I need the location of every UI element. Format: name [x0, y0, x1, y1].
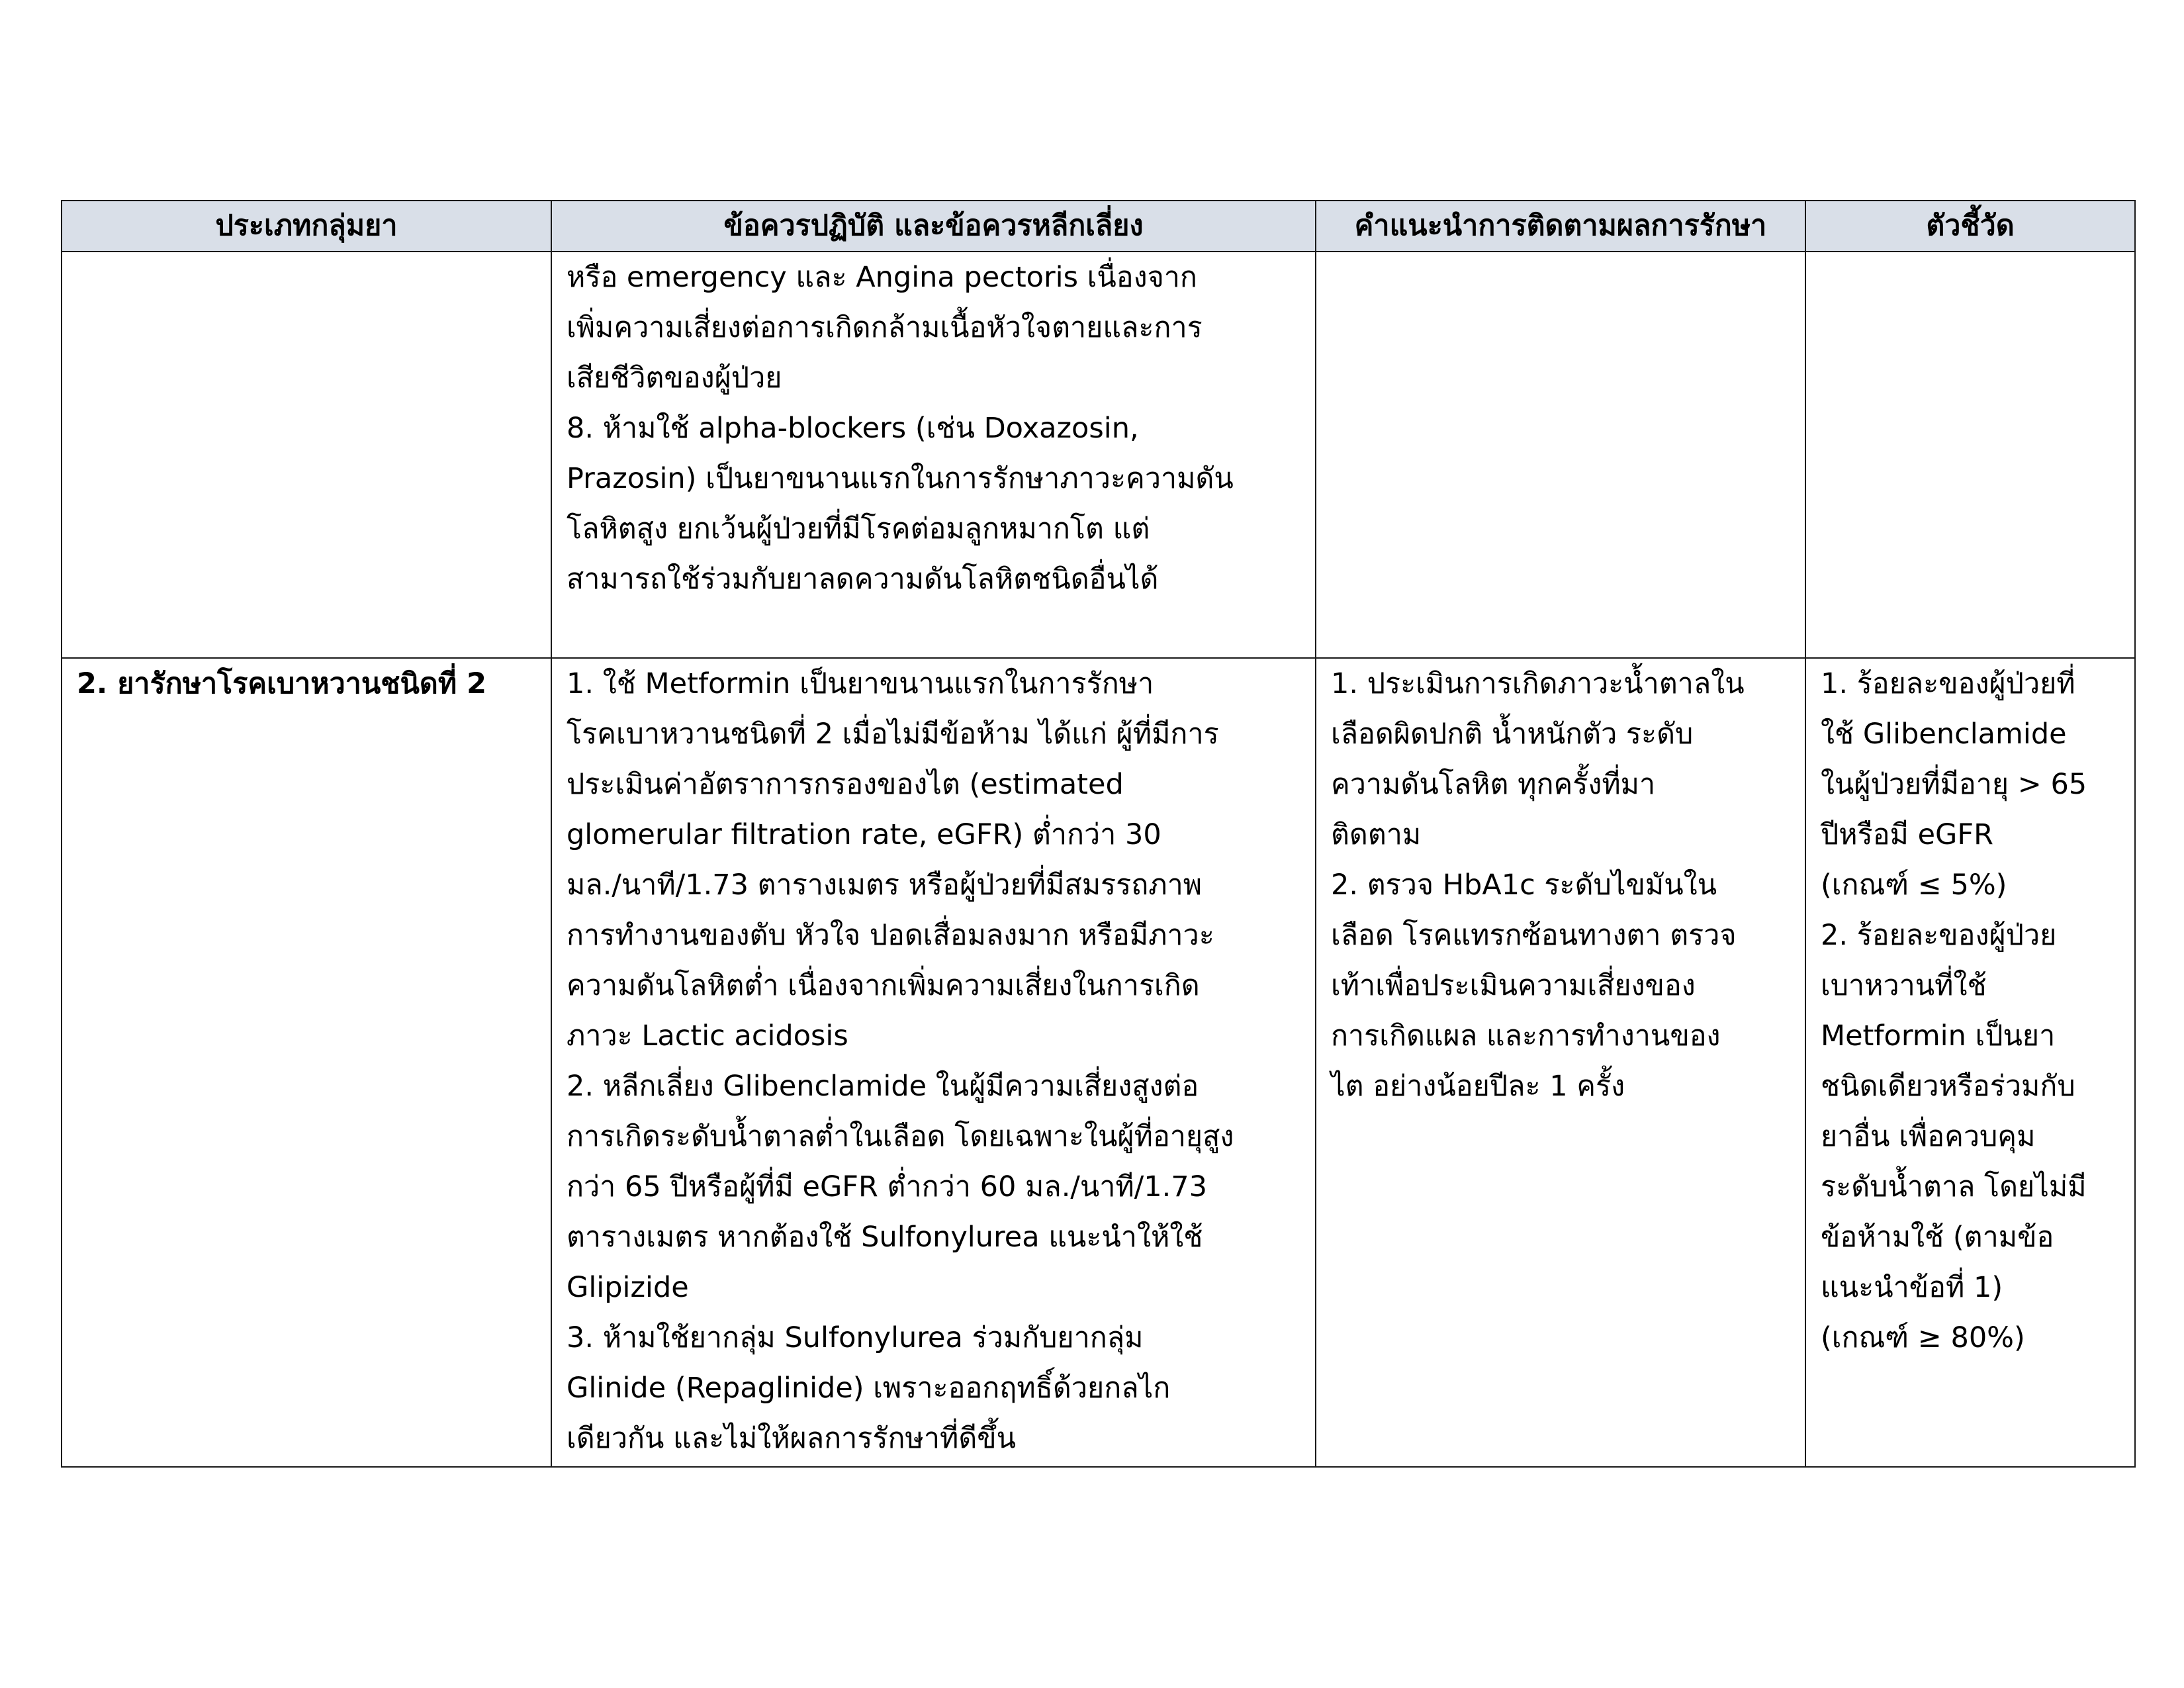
indicator-line: ยาอื่น เพื่อควบคุม	[1821, 1120, 2036, 1153]
practice-line: กว่า 65 ปีหรือผู้ที่มี eGFR ต่ำกว่า 60 มล./นาที/1.73	[567, 1170, 1207, 1203]
practice-line: โรคเบาหวานชนิดที่ 2 เมื่อไม่มีข้อห้าม ได้แก่ ผู้ที่มีการ	[567, 718, 1219, 751]
indicator-line: (เกณฑ์ ≥ 80%)	[1821, 1321, 2025, 1354]
document-page	[61, 200, 2134, 1468]
indicator-line: ปีหรือมี eGFR	[1821, 818, 1993, 851]
monitoring-line: การเกิดแผล และการทำงานของ	[1331, 1019, 1721, 1053]
practice-line: glomerular filtration rate, eGFR) ต่ำกว่า 30	[567, 818, 1161, 851]
header-practice-avoidance: ข้อควรปฏิบัติ และข้อควรหลีกเลี่ยง	[551, 201, 1316, 252]
indicator-cell	[1805, 658, 2135, 1467]
practice-cell	[551, 252, 1316, 658]
practice-line: ภาวะ Lactic acidosis	[567, 1019, 848, 1053]
practice-line: 8. ห้ามใช้ alpha-blockers (เช่น Doxazosin,	[567, 412, 1139, 445]
practice-line: สามารถใช้ร่วมกับยาลดความดันโลหิตชนิดอื่นได้	[567, 563, 1159, 596]
monitoring-cell	[1316, 658, 1805, 1467]
practice-line: การทำงานของตับ หัวใจ ปอดเสื่อมลงมาก หรือมีภาวะ	[567, 919, 1214, 952]
table-row	[62, 658, 2135, 1467]
indicator-line: ชนิดเดียวหรือร่วมกับ	[1821, 1070, 2075, 1103]
header-monitoring: คำแนะนำการติดตามผลการรักษา	[1316, 201, 1805, 252]
practice-line: Glipizide	[567, 1271, 689, 1304]
category-label: 2. ยารักษาโรคเบาหวานชนิดที่ 2	[77, 667, 487, 700]
indicator-line: Metformin เป็นยา	[1821, 1019, 2056, 1053]
table-row	[62, 252, 2135, 658]
practice-line: มล./นาที/1.73 ตารางเมตร หรือผู้ป่วยที่มีสมรรถภาพ	[567, 868, 1203, 902]
monitoring-line: เท้าเพื่อประเมินความเสี่ยงของ	[1331, 969, 1696, 1002]
category-cell	[62, 658, 551, 1467]
practice-line: Glinide (Repaglinide) เพราะออกฤทธิ์ด้วยกลไก	[567, 1372, 1171, 1405]
monitoring-line: 2. ตรวจ HbA1c ระดับไขมันใน	[1331, 868, 1717, 902]
practice-line: เสียชีวิตของผู้ป่วย	[567, 361, 782, 395]
monitoring-line: ไต อย่างน้อยปีละ 1 ครั้ง	[1331, 1070, 1625, 1103]
indicator-line: 2. ร้อยละของผู้ป่วย	[1821, 919, 2057, 952]
practice-line: ตารางเมตร หากต้องใช้ Sulfonylurea แนะนำให้ใช้	[567, 1221, 1203, 1254]
monitoring-line: เลือดผิดปกติ น้ำหนักตัว ระดับ	[1331, 718, 1694, 751]
practice-line: โลหิตสูง ยกเว้นผู้ป่วยที่มีโรคต่อมลูกหมากโต แต่	[567, 512, 1150, 545]
practice-line: ความดันโลหิตต่ำ เนื่องจากเพิ่มความเสี่ยงในการเกิด	[567, 969, 1200, 1002]
practice-line: เดียวกัน และไม่ให้ผลการรักษาที่ดีขึ้น	[567, 1422, 1017, 1455]
practice-line: ประเมินค่าอัตราการกรองของไต (estimated	[567, 768, 1124, 801]
indicator-line: ระดับน้ำตาล โดยไม่มี	[1821, 1170, 2087, 1203]
indicator-line: ใช้ Glibenclamide	[1821, 718, 2067, 751]
monitoring-line: ติดตาม	[1331, 818, 1422, 851]
drug-guideline-table	[61, 200, 2136, 1468]
indicator-line: แนะนำข้อที่ 1)	[1821, 1271, 2003, 1304]
header-drug-category: ประเภทกลุ่มยา	[62, 201, 551, 252]
indicator-line: 1. ร้อยละของผู้ป่วยที่	[1821, 667, 2075, 700]
indicator-line: เบาหวานที่ใช้	[1821, 969, 1987, 1002]
indicator-cell	[1805, 252, 2135, 658]
practice-line: การเกิดระดับน้ำตาลต่ำในเลือด โดยเฉพาะในผู้ที่อายุสูง	[567, 1120, 1234, 1153]
practice-line: 2. หลีกเลี่ยง Glibenclamide ในผู้มีความเสี่ยงสูงต่อ	[567, 1070, 1199, 1103]
practice-cell	[551, 658, 1316, 1467]
practice-line: 1. ใช้ Metformin เป็นยาขนานแรกในการรักษา	[567, 667, 1154, 700]
practice-line: 3. ห้ามใช้ยากลุ่ม Sulfonylurea ร่วมกับยากลุ่ม	[567, 1321, 1144, 1354]
monitoring-line: 1. ประเมินการเกิดภาวะน้ำตาลใน	[1331, 667, 1745, 700]
monitoring-line: เลือด โรคแทรกซ้อนทางตา ตรวจ	[1331, 919, 1737, 952]
practice-line: Prazosin) เป็นยาขนานแรกในการรักษาภาวะความดัน	[567, 462, 1234, 495]
monitoring-line: ความดันโลหิต ทุกครั้งที่มา	[1331, 768, 1656, 801]
indicator-line: ในผู้ป่วยที่มีอายุ > 65	[1821, 768, 2087, 801]
category-cell	[62, 252, 551, 658]
indicator-line: (เกณฑ์ ≤ 5%)	[1821, 868, 2007, 902]
practice-line: หรือ emergency และ Angina pectoris เนื่องจาก	[567, 261, 1197, 294]
table-header-row	[62, 201, 2135, 252]
practice-line: เพิ่มความเสี่ยงต่อการเกิดกล้ามเนื้อหัวใจตายและการ	[567, 311, 1203, 344]
monitoring-cell	[1316, 252, 1805, 658]
header-indicator: ตัวชี้วัด	[1805, 201, 2135, 252]
indicator-line: ข้อห้ามใช้ (ตามข้อ	[1821, 1221, 2054, 1254]
